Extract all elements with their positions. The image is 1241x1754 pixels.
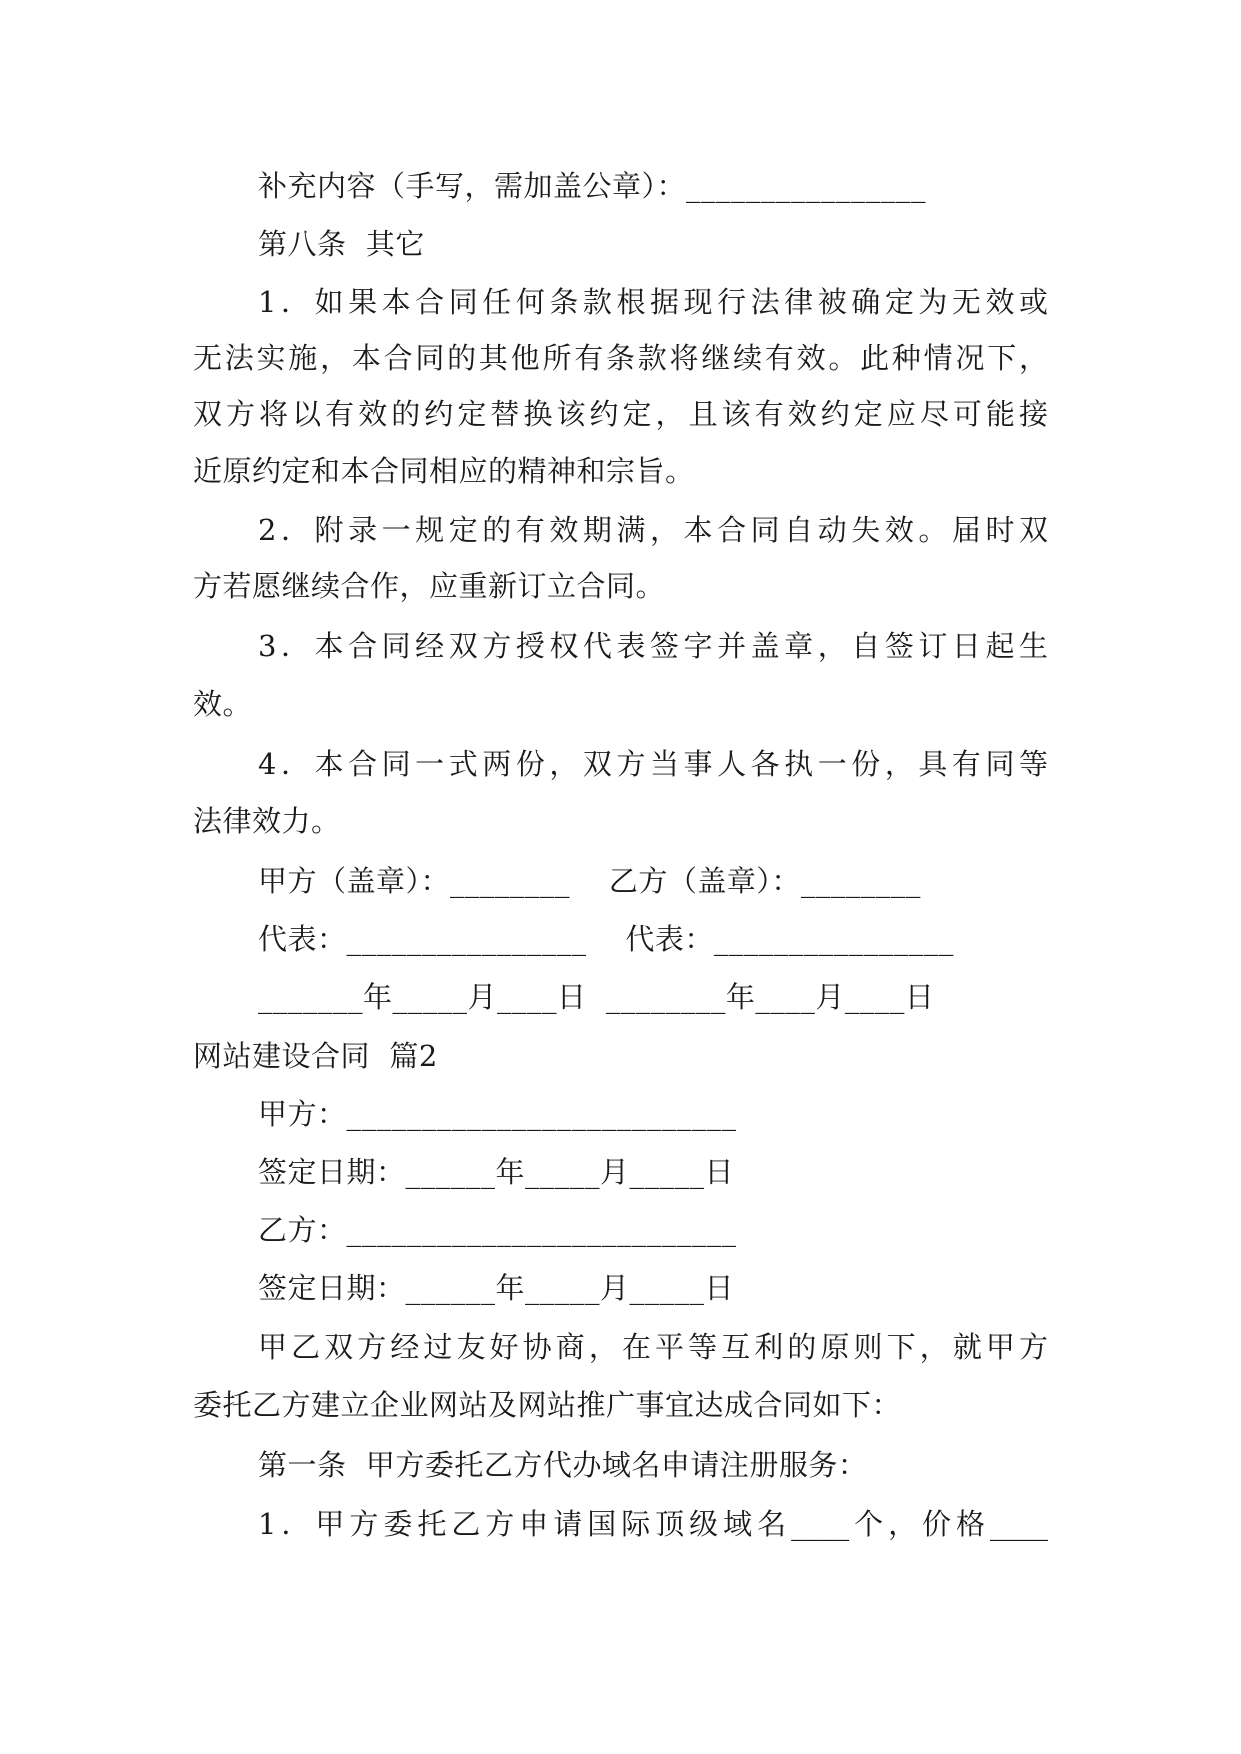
- article-8-clause-4-line-2: 法律效力。: [193, 804, 341, 838]
- section-title: 网站建设合同 篇2: [193, 1039, 438, 1073]
- article-1-clause-1-line: 1．甲方委托乙方申请国际顶级域名____个，价格____: [258, 1507, 1048, 1541]
- supplement-handwritten-line: 补充内容（手写，需加盖公章）：________________: [258, 169, 927, 203]
- preamble-line-1: 甲乙双方经过友好协商，在平等互利的原则下，就甲方: [258, 1330, 1048, 1364]
- party-a-sign-date-line: 签定日期：______年_____月_____日: [258, 1155, 735, 1189]
- article-8-clause-4-line-1: 4．本合同一式两份，双方当事人各执一份，具有同等: [258, 747, 1048, 781]
- party-b-sign-date-line: 签定日期：______年_____月_____日: [258, 1271, 735, 1305]
- article-8-clause-2-line-1: 2．附录一规定的有效期满，本合同自动失效。届时双: [258, 513, 1048, 547]
- article-8-clause-3-line-2: 效。: [193, 687, 253, 721]
- article-8-clause-1-line-3: 双方将以有效的约定替换该约定，且该有效约定应尽可能接: [193, 397, 1048, 431]
- party-b-line: 乙方：__________________________: [258, 1213, 737, 1247]
- party-a-line: 甲方：__________________________: [258, 1097, 737, 1131]
- party-seal-line: 甲方（盖章）：________ 乙方（盖章）：________: [258, 864, 921, 898]
- article-8-clause-2-line-2: 方若愿继续合作，应重新订立合同。: [193, 569, 666, 603]
- article-8-clause-1-line-2: 无法实施，本合同的其他所有条款将继续有效。此种情况下，: [193, 341, 1048, 375]
- signature-date-line: _______年_____月____日 ________年____月____日: [258, 980, 935, 1014]
- representative-line: 代表：________________ 代表：________________: [258, 922, 954, 956]
- article-8-clause-3-line-1: 3．本合同经双方授权代表签字并盖章，自签订日起生: [258, 629, 1048, 663]
- article-8-clause-1-line-1: 1．如果本合同任何条款根据现行法律被确定为无效或: [258, 285, 1048, 319]
- article-8-clause-1-line-4: 近原约定和本合同相应的精神和宗旨。: [193, 454, 695, 488]
- article-8-heading: 第八条 其它: [258, 227, 425, 261]
- article-1-heading: 第一条 甲方委托乙方代办域名申请注册服务：: [258, 1448, 868, 1482]
- preamble-line-2: 委托乙方建立企业网站及网站推广事宜达成合同如下：: [193, 1388, 902, 1422]
